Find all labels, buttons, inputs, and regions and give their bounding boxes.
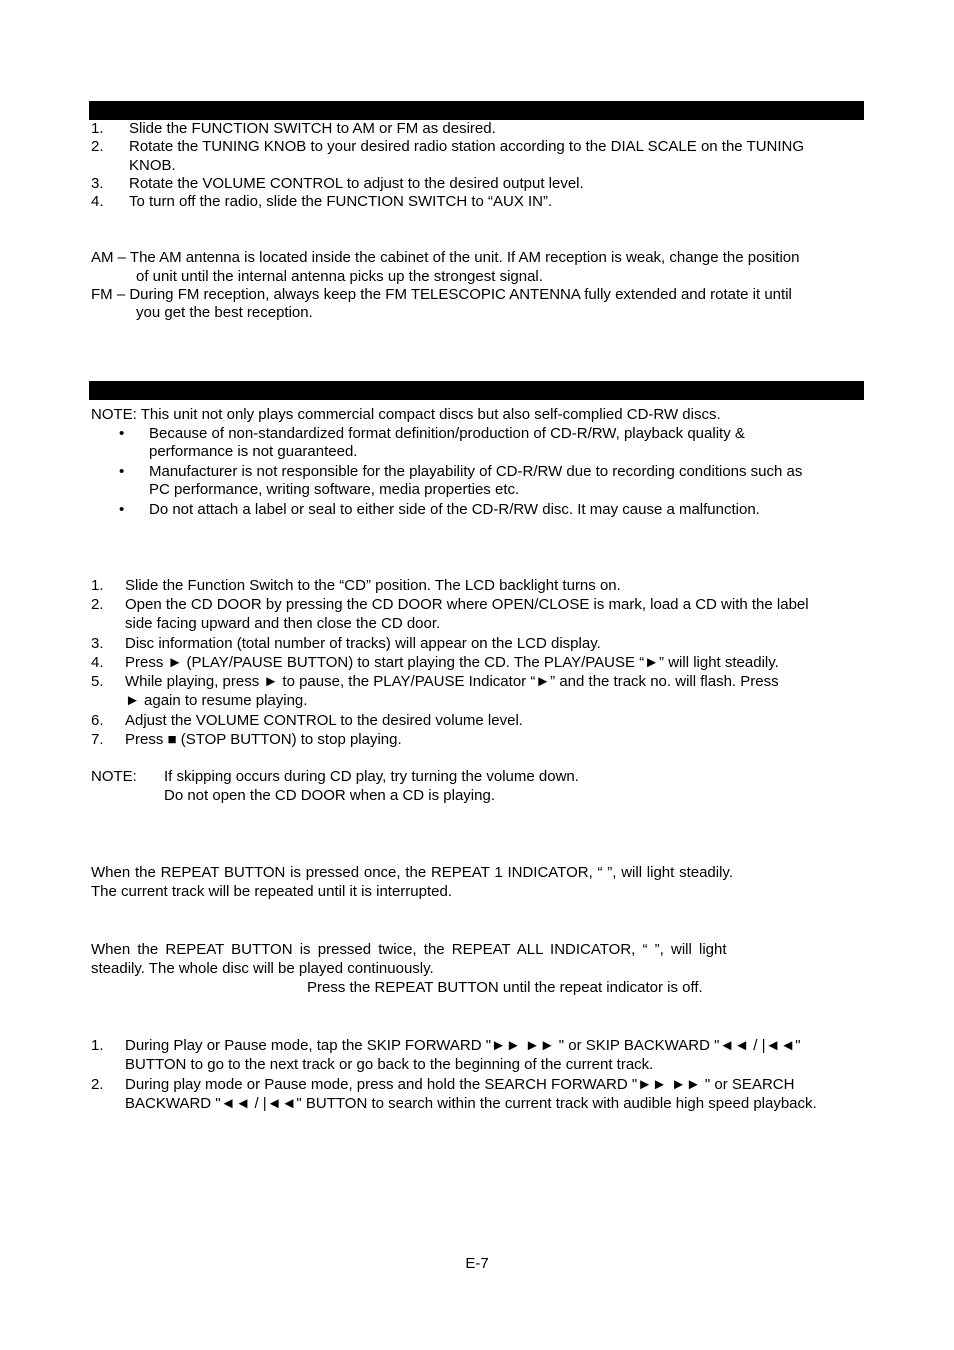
skip-step-1-text-cont: BUTTON to go to the next track or go back to the beginning of the current track.	[125, 1056, 654, 1073]
cd-note: NOTE: This unit not only plays commercial compact discs but also self-complied CD-RW discs.	[91, 406, 721, 423]
cd-bullet-1-dot: •	[119, 425, 125, 442]
repeat-all-line-1: When the REPEAT BUTTON is pressed twice, the REPEAT ALL INDICATOR, “ ”, will light	[91, 941, 727, 958]
radio-step-3-text: Rotate the VOLUME CONTROL to adjust to the desired output level.	[129, 175, 584, 192]
am-antenna-line-2: of unit until the internal antenna picks up the strongest signal.	[136, 268, 543, 285]
cd-section-header-bar	[89, 381, 864, 400]
cd-step-3-number: 3.	[91, 635, 104, 652]
cd-step-4-text: Press ► (PLAY/PAUSE BUTTON) to start playing the CD. The PLAY/PAUSE “►” will light steadily.	[125, 654, 779, 671]
skip-step-2-text-cont: BACKWARD "◄◄ / |◄◄" BUTTON to search within the current track with audible high speed playback.	[125, 1095, 817, 1112]
cd-note2-label: NOTE:	[91, 768, 137, 785]
radio-step-4-text: To turn off the radio, slide the FUNCTION SWITCH to “AUX IN”.	[129, 193, 553, 210]
cd-step-5-number: 5.	[91, 673, 104, 690]
radio-step-1-number: 1.	[91, 120, 104, 137]
fm-antenna-line-1: FM – During FM reception, always keep the FM TELESCOPIC ANTENNA fully extended and rotate it until	[91, 286, 792, 303]
repeat-all-line-2: steadily. The whole disc will be played continuously.	[91, 960, 434, 977]
cd-step-2-text-cont: side facing upward and then close the CD door.	[125, 615, 441, 632]
cd-step-7-text: Press ■ (STOP BUTTON) to stop playing.	[125, 731, 402, 748]
cd-step-6-text: Adjust the VOLUME CONTROL to the desired volume level.	[125, 712, 523, 729]
cd-bullet-2-line-1: Manufacturer is not responsible for the playability of CD-R/RW due to recording conditions such as	[149, 463, 803, 480]
radio-step-1-text: Slide the FUNCTION SWITCH to AM or FM as desired.	[129, 120, 496, 137]
cd-step-6-number: 6.	[91, 712, 104, 729]
cd-bullet-1-line-2: performance is not guaranteed.	[149, 443, 358, 460]
cd-step-5-text: While playing, press ► to pause, the PLAY/PAUSE Indicator “►” and the track no. will flash. Press	[125, 673, 779, 690]
cd-step-3-text: Disc information (total number of tracks) will appear on the LCD display.	[125, 635, 601, 652]
cd-step-7-number: 7.	[91, 731, 104, 748]
cd-bullet-1-line-1: Because of non-standardized format definition/production of CD-R/RW, playback quality &	[149, 425, 745, 442]
fm-antenna-line-2: you get the best reception.	[136, 304, 313, 321]
am-antenna-line-1: AM – The AM antenna is located inside the cabinet of the unit. If AM reception is weak, change the position	[91, 249, 800, 266]
cd-bullet-3-dot: •	[119, 501, 125, 518]
cd-bullet-2-line-2: PC performance, writing software, media properties etc.	[149, 481, 520, 498]
radio-section-header-bar	[89, 101, 864, 120]
cd-step-2-number: 2.	[91, 596, 104, 613]
cd-step-1-text: Slide the Function Switch to the “CD” position. The LCD backlight turns on.	[125, 577, 621, 594]
radio-step-3-number: 3.	[91, 175, 104, 192]
cd-note2-line-1: If skipping occurs during CD play, try turning the volume down.	[164, 768, 579, 785]
cd-bullet-2-dot: •	[119, 463, 125, 480]
cd-note2-line-2: Do not open the CD DOOR when a CD is playing.	[164, 787, 495, 804]
cd-bullet-3-line-1: Do not attach a label or seal to either side of the CD-R/RW disc. It may cause a malfunction.	[149, 501, 760, 518]
repeat-1-line-1: When the REPEAT BUTTON is pressed once, the REPEAT 1 INDICATOR, “ ”, will light steadily.	[91, 864, 733, 881]
skip-step-2-number: 2.	[91, 1076, 104, 1093]
cd-step-1-number: 1.	[91, 577, 104, 594]
skip-step-2-text: During play mode or Pause mode, press and hold the SEARCH FORWARD "►► ►► " or SEARCH	[125, 1076, 795, 1093]
radio-step-2-text: Rotate the TUNING KNOB to your desired radio station according to the DIAL SCALE on the TUNING	[129, 138, 805, 155]
cd-step-5-text-cont: ► again to resume playing.	[125, 692, 308, 709]
skip-step-1-number: 1.	[91, 1037, 104, 1054]
skip-step-1-text: During Play or Pause mode, tap the SKIP FORWARD "►► ►► " or SKIP BACKWARD "◄◄ / |◄◄"	[125, 1037, 801, 1054]
radio-step-2-text-cont: KNOB.	[129, 157, 176, 174]
radio-step-4-number: 4.	[91, 193, 104, 210]
repeat-cancel-text: Press the REPEAT BUTTON until the repeat indicator is off.	[307, 979, 703, 996]
cd-step-4-number: 4.	[91, 654, 104, 671]
radio-step-2-number: 2.	[91, 138, 104, 155]
cd-step-2-text: Open the CD DOOR by pressing the CD DOOR where OPEN/CLOSE is mark, load a CD with the label	[125, 596, 809, 613]
page-number: E-7	[465, 1255, 489, 1272]
repeat-1-line-2: The current track will be repeated until it is interrupted.	[91, 883, 453, 900]
